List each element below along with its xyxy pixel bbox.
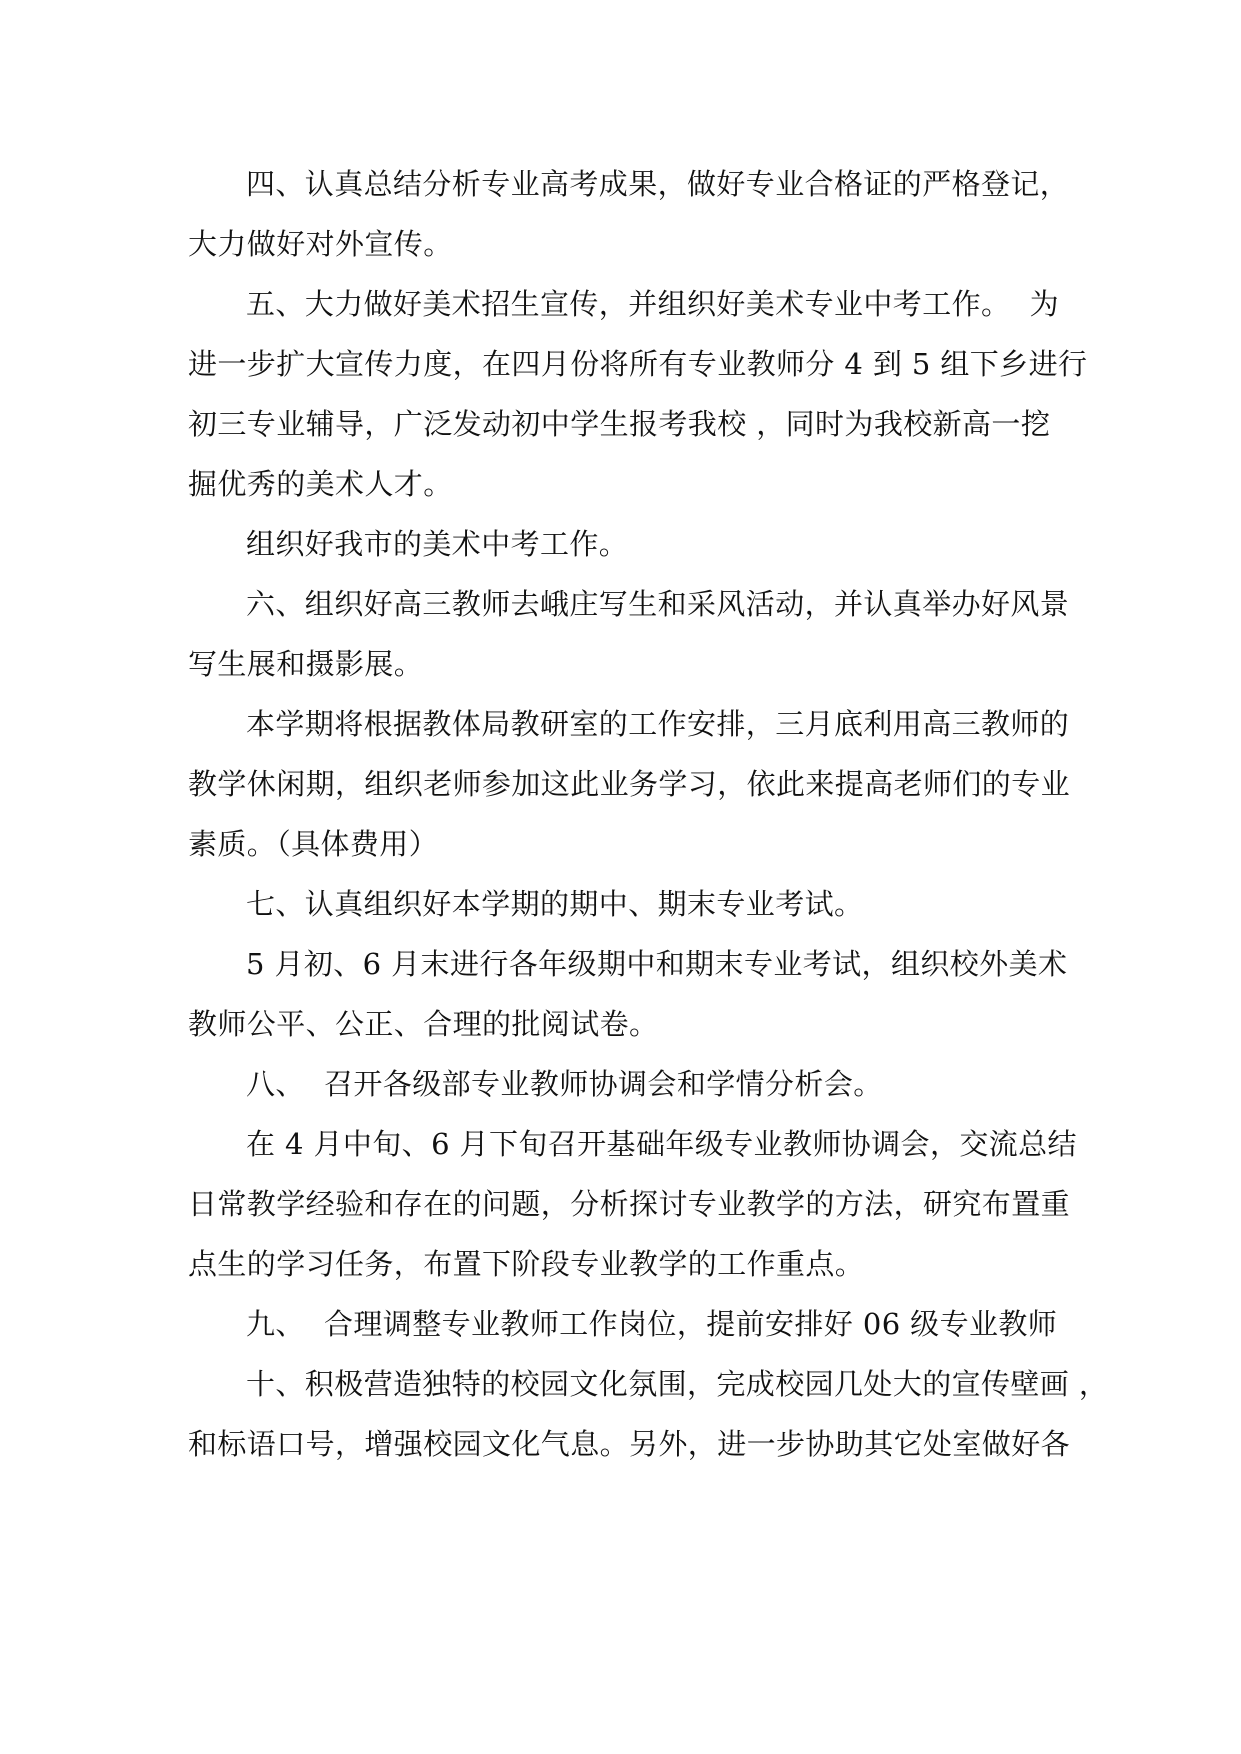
document-body xyxy=(188,154,1109,1474)
text-line: 教师公平、公正、合理的批阅试卷。 xyxy=(188,1007,659,1041)
text-line: 写生展和摄影展。 xyxy=(188,647,424,681)
text-line: 四、认真总结分析专业高考成果，做好专业合格证的严格登记， xyxy=(246,167,1070,201)
text-line: 七、认真组织好本学期的期中、期末专业考试。 xyxy=(246,887,864,921)
text-line: 5 月初、6 月末进行各年级期中和期末专业考试，组织校外美术 xyxy=(246,947,1068,981)
text-line: 日常教学经验和存在的问题，分析探讨专业教学的方法，研究布置重 xyxy=(188,1187,1071,1221)
text-line: 素质。（具体费用） xyxy=(188,827,439,861)
text-line: 和标语口号，增强校园文化气息。另外，进一步协助其它处室做好各 xyxy=(188,1427,1071,1461)
text-line: 五、大力做好美术招生宣传，并组织好美术专业中考工作。 为 xyxy=(246,287,1060,321)
text-line: 组织好我市的美术中考工作。 xyxy=(246,527,629,561)
text-line: 教学休闲期，组织老师参加这此业务学习，依此来提高老师们的专业 xyxy=(188,767,1071,801)
text-line: 点生的学习任务，布置下阶段专业教学的工作重点。 xyxy=(188,1247,865,1281)
text-line: 大力做好对外宣传。 xyxy=(188,227,453,261)
text-line: 九、 合理调整专业教师工作岗位，提前安排好 06 级专业教师 xyxy=(246,1307,1058,1341)
text-line: 八、 召开各级部专业教师协调会和学情分析会。 xyxy=(246,1067,883,1101)
text-line: 六、组织好高三教师去峨庄写生和采风活动，并认真举办好风景 xyxy=(246,587,1070,621)
text-line: 在 4 月中旬、6 月下旬召开基础年级专业教师协调会，交流总结 xyxy=(246,1127,1077,1161)
text-line: 初三专业辅导，广泛发动初中学生报考我校 ，同时为我校新高一挖 xyxy=(188,407,1051,441)
text-line: 本学期将根据教体局教研室的工作安排，三月底利用高三教师的 xyxy=(246,707,1070,741)
text-line: 进一步扩大宣传力度，在四月份将所有专业教师分 4 到 5 组下乡进行 xyxy=(188,347,1088,381)
text-line: 十、积极营造独特的校园文化氛围，完成校园几处大的宣传壁画 ， xyxy=(246,1367,1109,1401)
text-line: 掘优秀的美术人才。 xyxy=(188,467,453,501)
